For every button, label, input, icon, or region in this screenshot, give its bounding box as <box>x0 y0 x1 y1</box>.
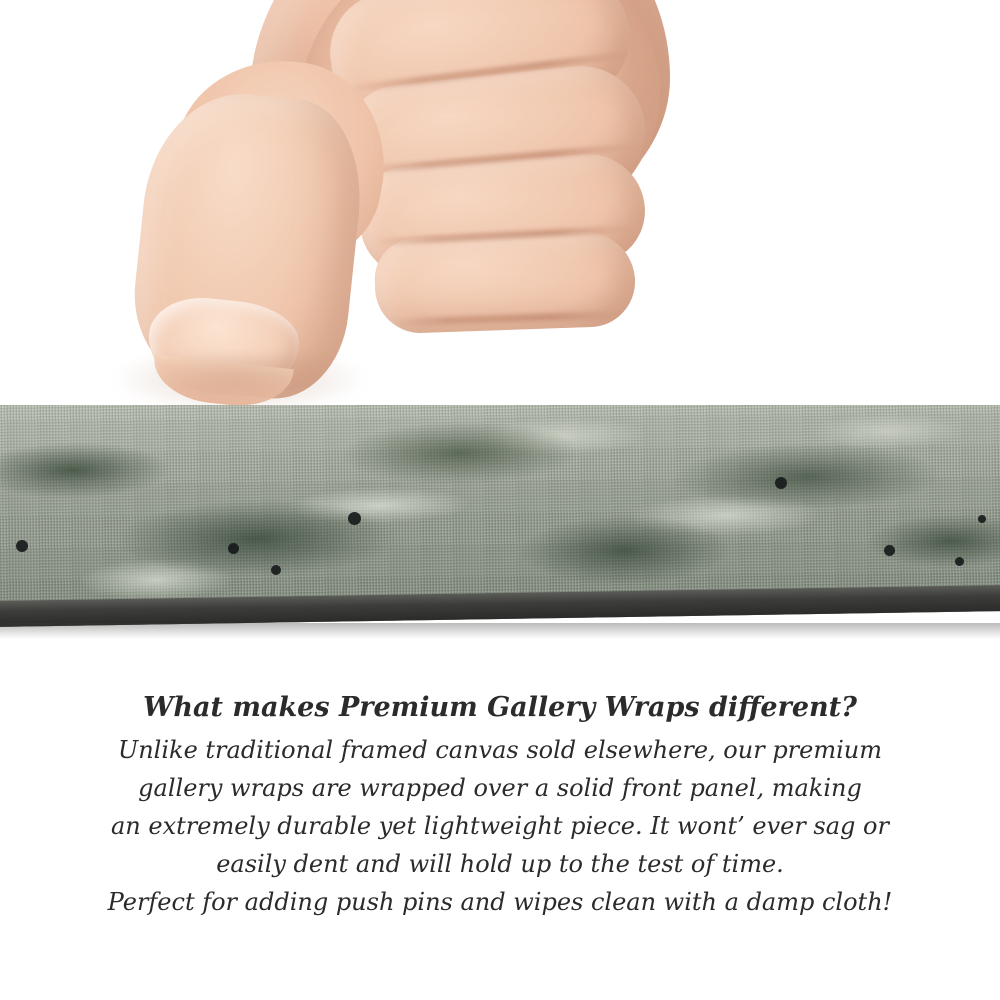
caption-block <box>0 690 1000 922</box>
caption-body <box>0 732 1000 922</box>
canvas-speck <box>884 545 895 556</box>
hand-illustration <box>0 0 1000 410</box>
canvas-speck <box>271 565 281 575</box>
caption-line: Unlike traditional framed canvas sold elsewhere, our premium <box>117 736 882 765</box>
canvas-speck <box>228 543 239 554</box>
canvas-speck <box>16 540 28 552</box>
caption-line: easily dent and will hold up to the test of time. <box>216 850 784 879</box>
caption-line: an extremely durable yet lightweight piece. It wont’ ever sag or <box>111 812 889 841</box>
canvas-edge-strip <box>0 405 1000 640</box>
canvas-speck <box>348 512 361 525</box>
thumb-contact-shadow <box>110 355 370 410</box>
caption-title: What makes Premium Gallery Wraps different? <box>143 692 857 723</box>
caption-line: gallery wraps are wrapped over a solid front panel, making <box>138 774 862 803</box>
canvas-speck <box>775 477 787 489</box>
canvas-speck <box>978 515 986 523</box>
canvas-speck <box>955 557 964 566</box>
caption-line: Perfect for adding push pins and wipes clean with a damp cloth! <box>107 888 893 917</box>
canvas-drop-shadow <box>0 623 1000 639</box>
